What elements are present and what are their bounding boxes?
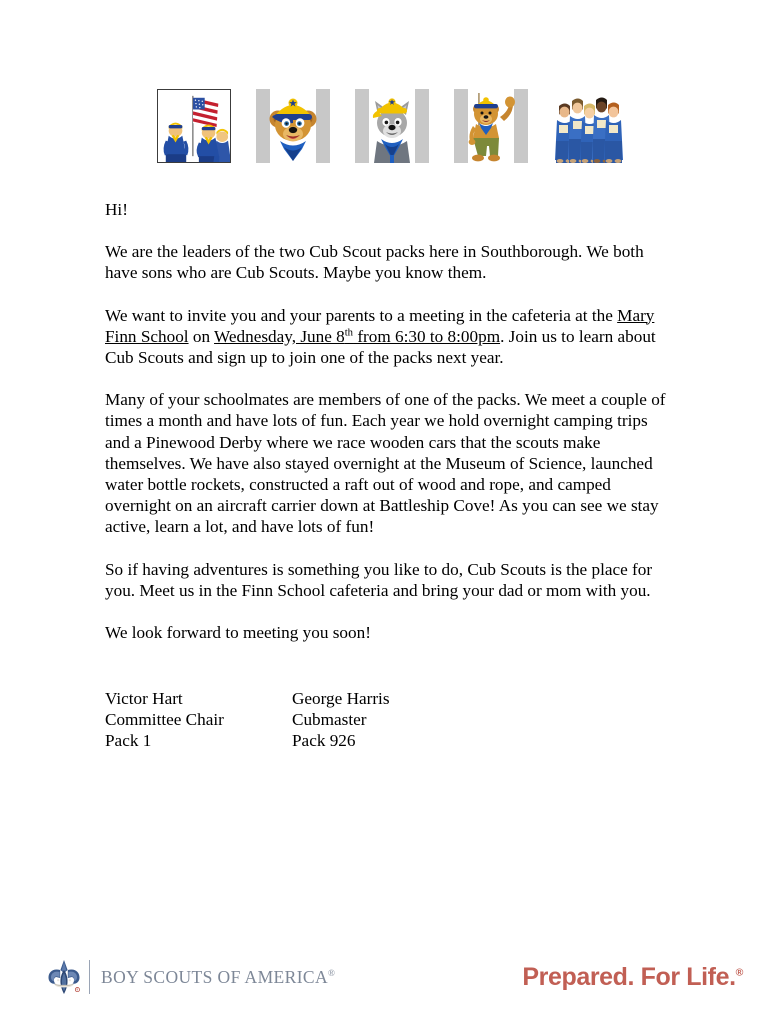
letter-greeting: Hi! — [105, 200, 128, 219]
bsa-wordmark — [101, 967, 335, 988]
letter-paragraph-5: We look forward to meeting you soon! — [105, 623, 371, 643]
registered-trademark-icon: ® — [735, 966, 743, 979]
signature-column-2 — [292, 688, 479, 752]
header-image-strip — [157, 89, 627, 163]
signer-name: George Harris — [292, 689, 390, 708]
clipart-scout-group — [553, 89, 627, 163]
clipart-bear-waving — [454, 89, 528, 163]
paragraph-2-lead: We want to invite you and your parents to a meeting in the cafeteria at the — [105, 305, 618, 325]
clipart-bear-cub-head — [256, 89, 330, 163]
signature-column-1 — [105, 688, 292, 752]
meeting-datetime — [214, 327, 500, 346]
paragraph-2-connector: on — [188, 326, 215, 346]
venue-name: Mary Finn School — [105, 305, 655, 346]
letter-paragraph-4: So if having adventures is something you like to do, Cub Scouts is the place for you. Meet us in the Finn School cafeteria and bring your dad or mom with you. — [105, 559, 653, 600]
svg-text:R: R — [76, 988, 79, 992]
signer-name: Victor Hart — [105, 689, 183, 708]
clipart-wolf-cub — [355, 89, 429, 163]
bsa-wordmark-text: BOY SCOUTS OF AMERICA — [101, 966, 329, 987]
clipart-scouts-with-american-flag — [157, 89, 231, 163]
footer-tagline — [522, 963, 743, 992]
meeting-date: Wednesday, June 8 — [214, 326, 345, 346]
footer-tagline-text: Prepared. For Life. — [522, 963, 736, 991]
registered-trademark-icon: ® — [328, 967, 336, 978]
signature-block — [105, 688, 525, 752]
date-ordinal-suffix: th — [344, 327, 354, 339]
signer-pack: Pack 926 — [292, 731, 356, 751]
signer-title: Committee Chair — [105, 710, 224, 730]
letter-body — [105, 199, 671, 643]
bsa-fleur-de-lis-icon — [46, 958, 82, 996]
footer-divider — [89, 960, 90, 994]
signer-pack: Pack 1 — [105, 731, 152, 751]
meeting-time: from 6:30 to 8:00pm — [353, 326, 501, 346]
letter-paragraph-3: Many of your schoolmates are members of one of the packs. We meet a couple of times a month and have lots of fun. Each year we hold overnight camping trips and a Pinewood Derby where we race wooden cars that the scouts make themselves. We have also stayed overnight at the Museum of Science, launched water bottle rockets, constructed a raft out of wood and rope, and camped overnight on an aircraft carrier down at Battleship Cove! As you can see we stay active, learn a lot, and have lots of fun! — [105, 390, 666, 537]
letter-paragraph-2 — [105, 305, 671, 369]
letter-paragraph-1: We are the leaders of the two Cub Scout packs here in Southborough. We both have sons who are Cub Scouts. Maybe you know them. — [105, 242, 644, 283]
footer-branding — [46, 957, 335, 997]
signer-title: Cubmaster — [292, 710, 367, 730]
paragraph-2-trail: . Join us to learn about Cub Scouts and sign up to join one of the packs next year. — [105, 326, 656, 368]
